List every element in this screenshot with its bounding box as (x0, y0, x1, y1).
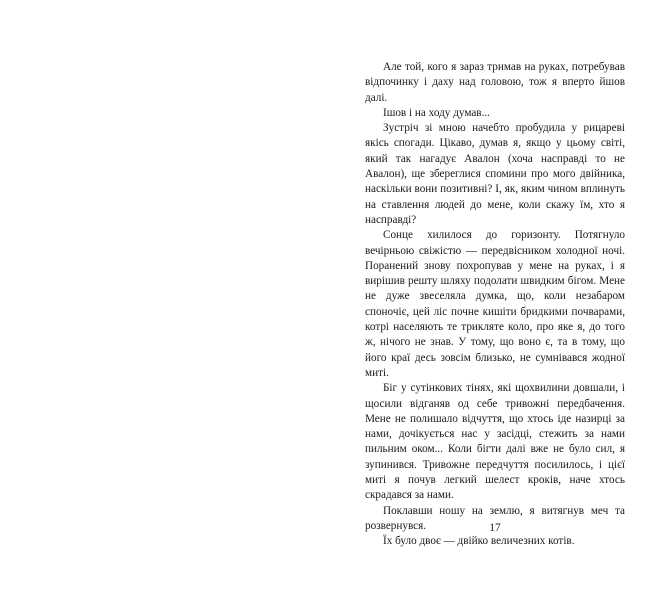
paragraph: Біг у сутінкових тінях, які щохвилини довшали, і щосили відганяв од себе тривожні передбачення. Мене не полишало відчуття, що хтось іде назирці за нами, дочікується нас у засідці, стежить за нами пильним оком... Коли бігти далі вже не було сил, я зупинився. Тривожне передчуття посилилось, і цієї миті я почув легкий шелест кроків, наче хтось скрадався за нами. (365, 382, 625, 502)
paragraph: Ішов і на ходу думав... (383, 106, 490, 119)
paragraph: Їх було двоє — двійко величезних котів. (383, 535, 575, 548)
paragraph: Але той, кого я зараз тримав на руках, потребував відпочинку і даху над головою, тож я вперто йшов далі. (365, 61, 625, 104)
page-number: 17 (489, 522, 501, 534)
paragraph: Поклавши ношу на землю, я витягнув меч та розвернувся. (365, 504, 625, 532)
paragraph: Сонце хилилося до горизонту. Потягнуло вечірньою свіжістю — передвісником холодної ночі. Поранений знову похропував у мене на руках, і я вирішив решту шляху подолати швидким бігом. Мене не дуже звеселяла думка, що, коли незабаром споночіє, цей ліс почне кишіти бридкими почварами, котрі населяють те триклятe коло, про яке я, до того ж, нічого не знав. У тому, що воно є, та в тому, що його краї десь зовсім близько, не сумнівався жодної миті. (365, 229, 625, 379)
body-text (365, 60, 625, 550)
paragraph: Зустріч зі мною начебто пробудила у рицареві якісь спогади. Цікаво, думав я, якщо у цьому світі, який так нагадує Авалон (хоча насправді то не Авалон), ще збереглися спомини про мого двійника, наскільки вони позитивні? І, як, яким чином вплинуть на ставлення людей до мене, коли скажу їм, хто я насправді? (365, 122, 625, 226)
